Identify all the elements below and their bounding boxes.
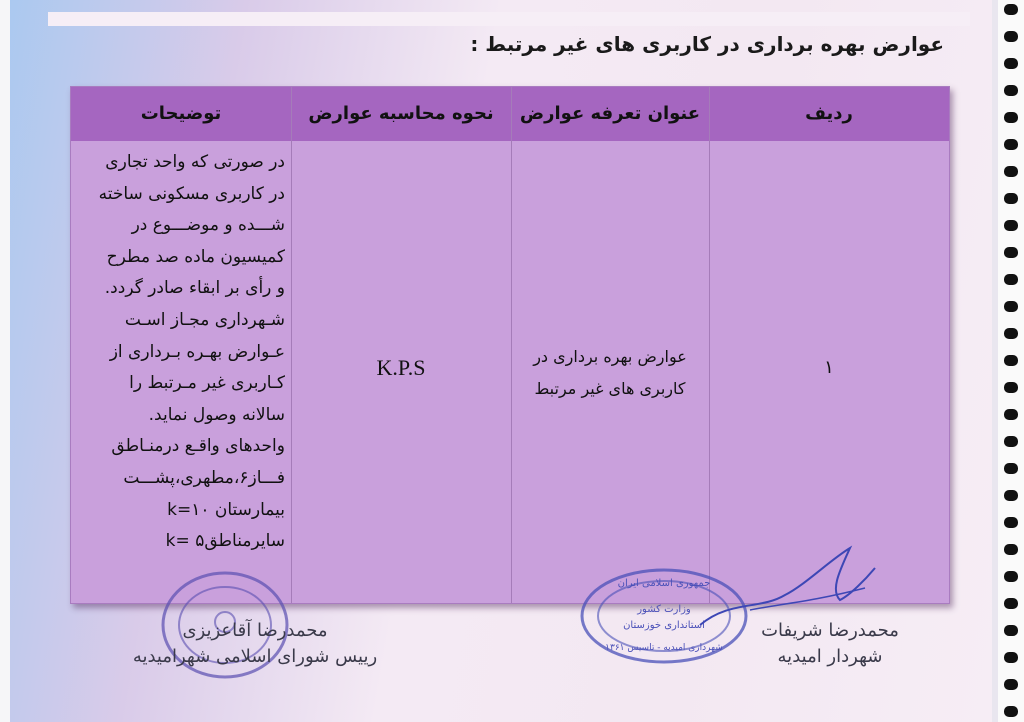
binding-ring [1004, 625, 1018, 636]
notes-line: بیمارستان k=۱۰ [167, 499, 285, 520]
notes-line: عـوارض بهـره بـرداری از [109, 341, 285, 362]
binding-ring [1004, 85, 1018, 96]
binding-ring [1004, 112, 1018, 123]
notes-line: کـاربری غیر مـرتبط را [129, 373, 285, 394]
header-fee-title: عنوان تعرفه عوارض [519, 103, 701, 124]
notes-line: شـهرداری مجـاز اسـت [124, 309, 285, 330]
mayor-title: شهردار امیدیه [777, 646, 883, 667]
stamp-text: استانداری خوزستان [623, 620, 705, 631]
binding-ring [1004, 544, 1018, 555]
binding-ring [1004, 247, 1018, 258]
cell-notes [77, 147, 285, 558]
binding-ring [1004, 193, 1018, 204]
table-header-row [71, 87, 949, 141]
stamp-text: جمهوری اسلامی ایران [617, 578, 711, 589]
binding-ring [1004, 355, 1018, 366]
mayor-name: محمدرضا شریفات [761, 620, 899, 641]
council-signature-block [130, 618, 380, 670]
header-calc-method: نحوه محاسبه عوارض [308, 103, 494, 124]
page-top-margin [48, 12, 970, 26]
notes-line: و رأی بر ابقاء صادر گردد. [104, 278, 285, 299]
binding-ring [1004, 679, 1018, 690]
binding-ring [1004, 382, 1018, 393]
binding-ring [1004, 31, 1018, 42]
header-notes: توضیحات [140, 103, 222, 124]
notes-line: واحدهای واقـع درمنـاطق [111, 436, 285, 457]
fee-title-line: عوارض بهره برداری در [533, 347, 687, 366]
binding-ring [1004, 166, 1018, 177]
column-divider [709, 87, 710, 603]
stamp-text: شهرداری امیدیه - تاسیس ۱۳۶۱ [605, 643, 723, 653]
scan-left-edge [0, 0, 10, 722]
notes-line: در کاربری مسکونی ساخته [98, 183, 285, 204]
cell-fee-title [511, 341, 709, 405]
binding-ring [1004, 463, 1018, 474]
binding-ring [1004, 4, 1018, 15]
binding-ring [1004, 328, 1018, 339]
notes-line: فـــاز۶،مطهری،پشـــت [123, 467, 285, 488]
council-head-name: محمدرضا آقاعزیزی [182, 620, 328, 641]
fee-title-line: کاربری های غیر مرتبط [534, 379, 686, 398]
binding-ring [1004, 436, 1018, 447]
binding-ring [1004, 652, 1018, 663]
binding-ring [1004, 409, 1018, 420]
notes-line: کمیسیون ماده صد مطرح [106, 246, 285, 267]
section-heading: عوارض بهره برداری در کاربری های غیر مرتبط : [470, 32, 944, 56]
header-row-number: ردیف [805, 103, 853, 124]
cell-row-number: ۱ [824, 357, 834, 378]
notes-line: در صورتی که واحد تجاری [105, 152, 285, 172]
binding-ring [1004, 517, 1018, 528]
binding-ring [1004, 571, 1018, 582]
notes-line: شـــده و موضـــوع در [131, 215, 285, 236]
binding-ring [1004, 301, 1018, 312]
spiral-binding [998, 0, 1024, 722]
binding-ring [1004, 490, 1018, 501]
fees-table [70, 86, 950, 604]
cell-calc-method: K.P.S [376, 355, 426, 380]
stamp-text: وزارت کشور [637, 604, 691, 615]
binding-ring [1004, 58, 1018, 69]
notes-line: سایرمناطق۵ =k [165, 531, 285, 552]
notes-line: سالانه وصول نماید. [148, 404, 285, 425]
column-divider [291, 87, 292, 603]
mayor-signature-block [730, 618, 930, 670]
binding-ring [1004, 706, 1018, 717]
binding-ring [1004, 598, 1018, 609]
council-head-title: رییس شورای اسلامی شهرامیدیه [132, 646, 378, 667]
binding-ring [1004, 220, 1018, 231]
binding-ring [1004, 139, 1018, 150]
binding-ring [1004, 274, 1018, 285]
